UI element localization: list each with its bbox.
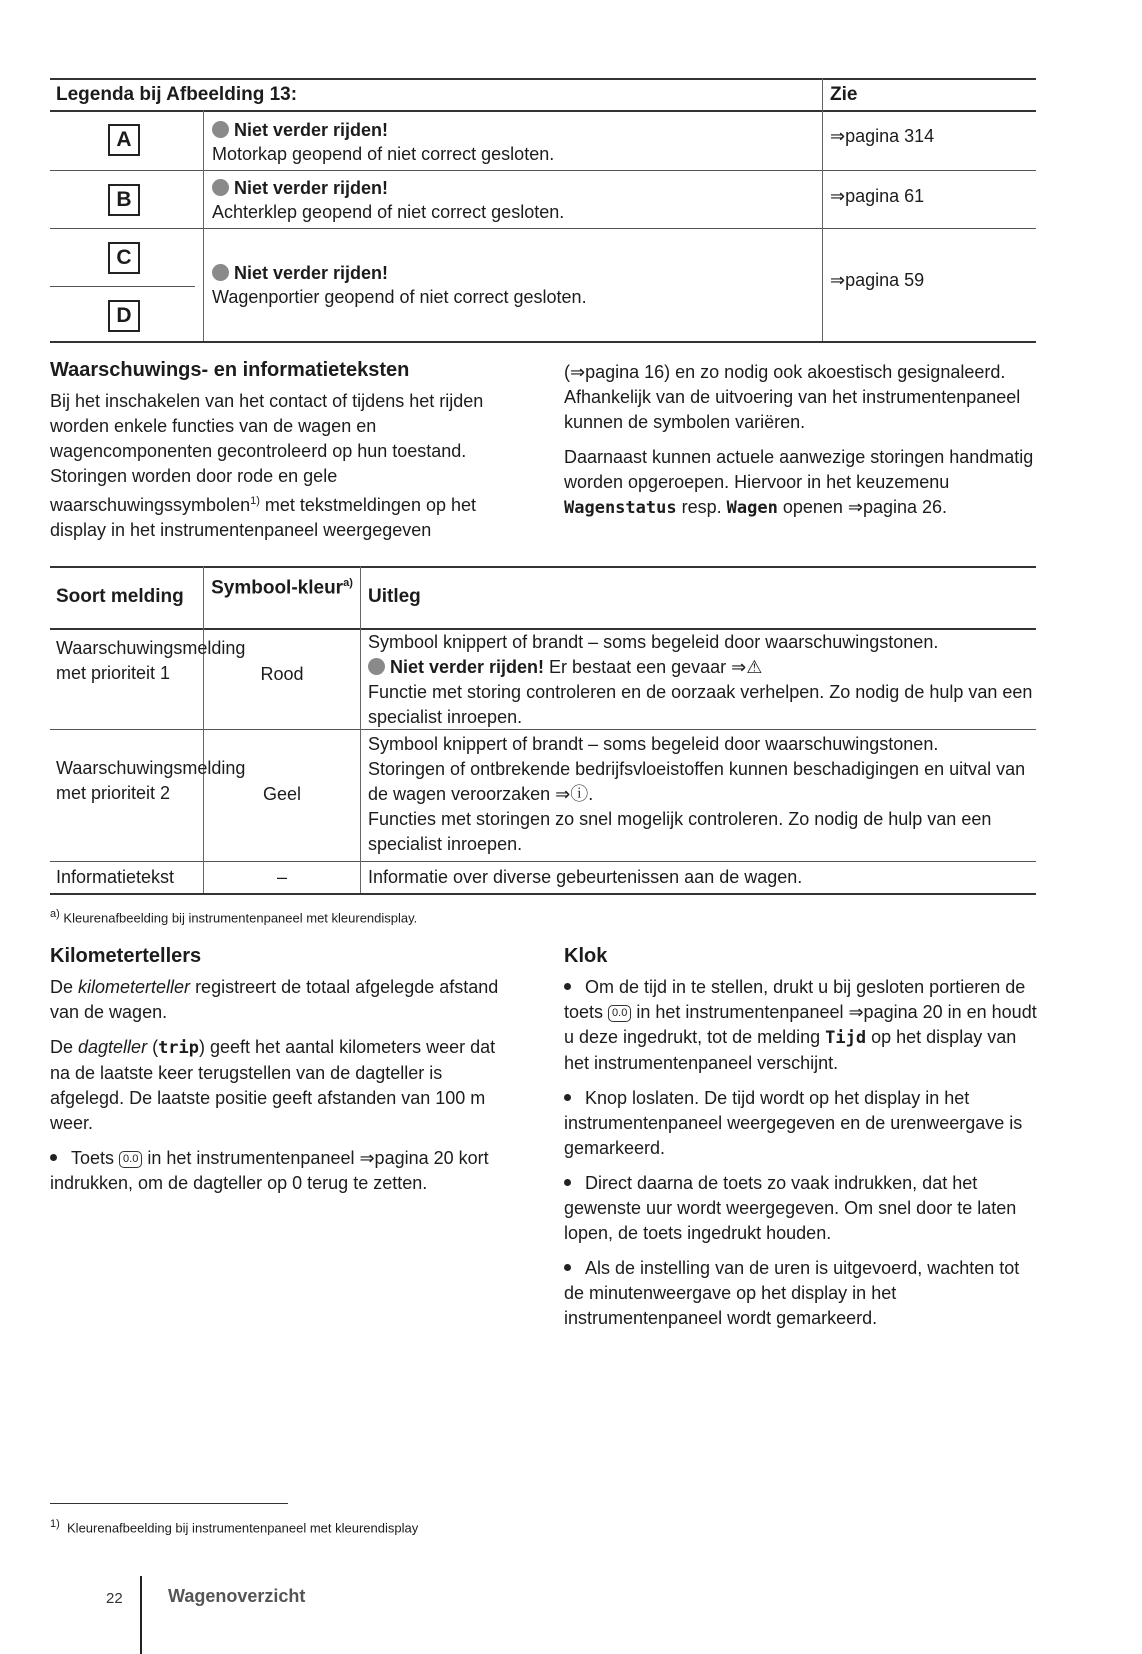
row1-color: Rood <box>260 664 304 684</box>
legend-row-d-see[interactable]: ⇒pagina 59 <box>830 270 925 290</box>
clock-step-4: Als de instelling van de uren is uitgevoerd, wachten tot de minutenweergave op het display in het instrumentenpaneel wordt gemarkeerd. <box>564 1258 1020 1328</box>
row3-type: Informatietekst <box>56 867 175 887</box>
row2-explanation: Symbool knippert of brandt – soms begeleid door waarschuwingstonen. Storingen of ontbrekende bedrijfsvloeistoffen kunnen beschadigingen en uitval van de wagen veroorzaken ⇒ⓘ. Functies met storingen zo snel mogelijk controleren. Zo nodig de hulp van een specialist inroepen. <box>368 734 1026 854</box>
bullet-icon <box>564 1179 571 1186</box>
see-header: Zie <box>830 84 858 105</box>
col-header-explanation: Uitleg <box>368 586 421 607</box>
warning-triangle-icon: ⚠ <box>746 657 763 677</box>
legend-row-b-text: Achterklep geopend of niet correct gesloten. <box>212 202 565 222</box>
warnings-paragraph: Bij het inschakelen van het contact of tijdens het rijden worden enkele functies van de wagen en wagencomponenten gecontroleerd op hun toestand. Storingen worden door rode en gele waarschuwingssymbolen$^{1)}$ met tekstmeldingen op het display in het instrumentenpaneel weergegeven <box>50 391 484 540</box>
stop-warning-icon <box>212 264 229 281</box>
legend-letter-a: A <box>108 124 140 156</box>
page-footnote: $^{1)}$ Kleurenafbeelding bij instrumentenpaneel met kleurendisplay <box>50 1518 419 1536</box>
stop-warning-icon <box>368 658 385 675</box>
legend-row-d-title: Niet verder rijden! <box>212 261 388 285</box>
legend-table <box>50 78 1036 342</box>
message-table <box>50 566 1036 896</box>
section-heading-warnings: Waarschuwings- en informatieteksten <box>50 359 410 381</box>
legend-letter-b: B <box>108 184 140 216</box>
caution-circle-icon: ⓘ <box>570 784 589 804</box>
col-header-color: Symbool-kleur$^{a)}$ <box>211 577 353 599</box>
clock-step-2: Knop loslaten. De tijd wordt op het display in het instrumentenpaneel weergegeven en de urenweergave is gemarkeerd. <box>564 1088 1023 1158</box>
tripmeter-paragraph: De dagteller (trip) geeft het aantal kilometers weer dat na de laatste keer terugstellen van de dagteller is afgelegd. De laatste positie geeft afstanden van 100 m weer. <box>50 1037 496 1133</box>
footer-divider <box>140 1576 142 1654</box>
row1-type: Waarschuwingsmelding met prioriteit 1 <box>56 638 246 683</box>
row2-color: Geel <box>262 784 302 804</box>
bullet-icon <box>50 1154 57 1161</box>
tripmeter-reset-step: Toets 0.0 in het instrumentenpaneel ⇒pagina 20 kort indrukken, om de dagteller op 0 terug te zetten. <box>50 1148 489 1193</box>
reset-key-icon: 0.0 <box>119 1151 142 1168</box>
section-heading-odometer: Kilometertellers <box>50 945 202 967</box>
warning-texts-section <box>50 358 506 553</box>
row3-explanation: Informatie over diverse gebeurtenissen aan de wagen. <box>368 867 803 887</box>
stop-warning-icon <box>212 179 229 196</box>
row3-color: – <box>276 867 287 887</box>
legend-letter-c: C <box>108 242 140 274</box>
warning-texts-continued <box>564 360 1040 531</box>
bullet-icon <box>564 983 571 990</box>
odometer-paragraph: De kilometerteller registreert de totaal afgelegde afstand van de wagen. <box>50 977 499 1022</box>
bullet-icon <box>564 1094 571 1101</box>
odometer-section <box>50 944 506 1206</box>
row1-explanation: Symbool knippert of brandt – soms begeleid door waarschuwingstonen. Niet verder rijden! Er bestaat een gevaar ⇒⚠ Functie met storing controleren en de oorzaak verhelpen. Zo nodig de hulp van een specialist inroepen. <box>368 632 1033 727</box>
col-header-type: Soort melding <box>56 586 184 607</box>
clock-section <box>564 944 1040 1341</box>
stop-warning-icon <box>212 121 229 138</box>
signal-paragraph: (⇒pagina 16) en zo nodig ook akoestisch gesignaleerd. Afhankelijk van de uitvoering van het instrumentenpaneel kunnen de symbolen variëren. <box>564 362 1021 432</box>
table-footnote: $^{a)}$ Kleurenafbeelding bij instrumentenpaneel met kleurendisplay. <box>50 908 418 926</box>
legend-row-d-text: Wagenportier geopend of niet correct gesloten. <box>212 287 587 307</box>
legend-row-a-text: Motorkap geopend of niet correct gesloten. <box>212 144 555 164</box>
row2-type: Waarschuwingsmelding met prioriteit 2 <box>56 758 246 803</box>
section-title: Wagenoverzicht <box>168 1586 306 1606</box>
clock-step-3: Direct daarna de toets zo vaak indrukken, dat het gewenste uur wordt weergegeven. Om snel door te laten lopen, de toets ingedrukt houden. <box>564 1173 1017 1243</box>
legend-row-a-see[interactable]: ⇒pagina 314 <box>830 126 935 146</box>
section-heading-clock: Klok <box>564 945 608 967</box>
legend-row-b-title: Niet verder rijden! <box>212 176 388 200</box>
legend-row-a-title: Niet verder rijden! <box>212 118 388 142</box>
legend-row-b-see[interactable]: ⇒pagina 61 <box>830 186 925 206</box>
footnote-divider <box>50 1503 288 1504</box>
legend-header: Legenda bij Afbeelding 13: <box>56 84 298 105</box>
manual-query-paragraph: Daarnaast kunnen actuele aanwezige storingen handmatig worden opgeroepen. Hiervoor in het keuzemenu Wagenstatus resp. Wagen openen ⇒pagina 26. <box>564 447 1034 518</box>
clock-step-1: Om de tijd in te stellen, drukt u bij gesloten portieren de toets 0.0 in het instrumentenpaneel ⇒pagina 20 in en houdt u deze ingedrukt, tot de melding Tijd op het display van het instrumentenpaneel verschijnt. <box>564 977 1037 1073</box>
reset-key-icon: 0.0 <box>608 1005 631 1022</box>
legend-letter-d: D <box>108 300 140 332</box>
bullet-icon <box>564 1264 571 1271</box>
page-number: 22 <box>106 1590 123 1607</box>
